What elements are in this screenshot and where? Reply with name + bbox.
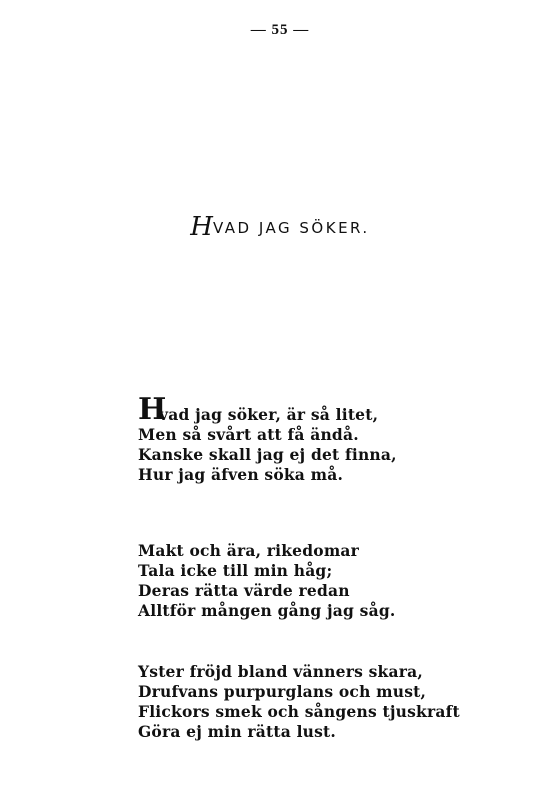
stanza-line: Göra ej min rätta lust. [138, 722, 337, 741]
drop-cap-initial: H [138, 392, 167, 427]
stanza-line: Hur jag äfven söka må. [138, 465, 344, 484]
stanza-line: Yster fröjd bland vänners skara, [138, 662, 423, 681]
stanza-line: Drufvans purpurglans och must, [138, 682, 427, 701]
stanza-line-text: vad jag söker, är så litet, [159, 405, 379, 424]
stanza-line: Deras rätta värde redan [138, 581, 350, 600]
poem-title-initial: H [190, 212, 213, 242]
poem-title-text: VAD JAG SÖKER. [212, 219, 370, 237]
stanza-line: Flickors smek och sångens tjuskraft [138, 702, 460, 721]
stanza-line [138, 392, 397, 427]
poem-title [0, 212, 560, 242]
stanza-line: Alltför mången gång jag såg. [138, 601, 396, 620]
stanza-line: Makt och ära, rikedomar [138, 541, 360, 560]
stanza-1 [138, 392, 397, 485]
stanza-line: Tala icke till min håg; [138, 561, 333, 580]
stanza-3 [138, 662, 460, 742]
page-number: — 55 — [250, 22, 310, 38]
stanza-line: Kanske skall jag ej det finna, [138, 445, 397, 464]
stanza-line: Men så svårt att få ändå. [138, 425, 359, 444]
stanza-2 [138, 541, 395, 621]
